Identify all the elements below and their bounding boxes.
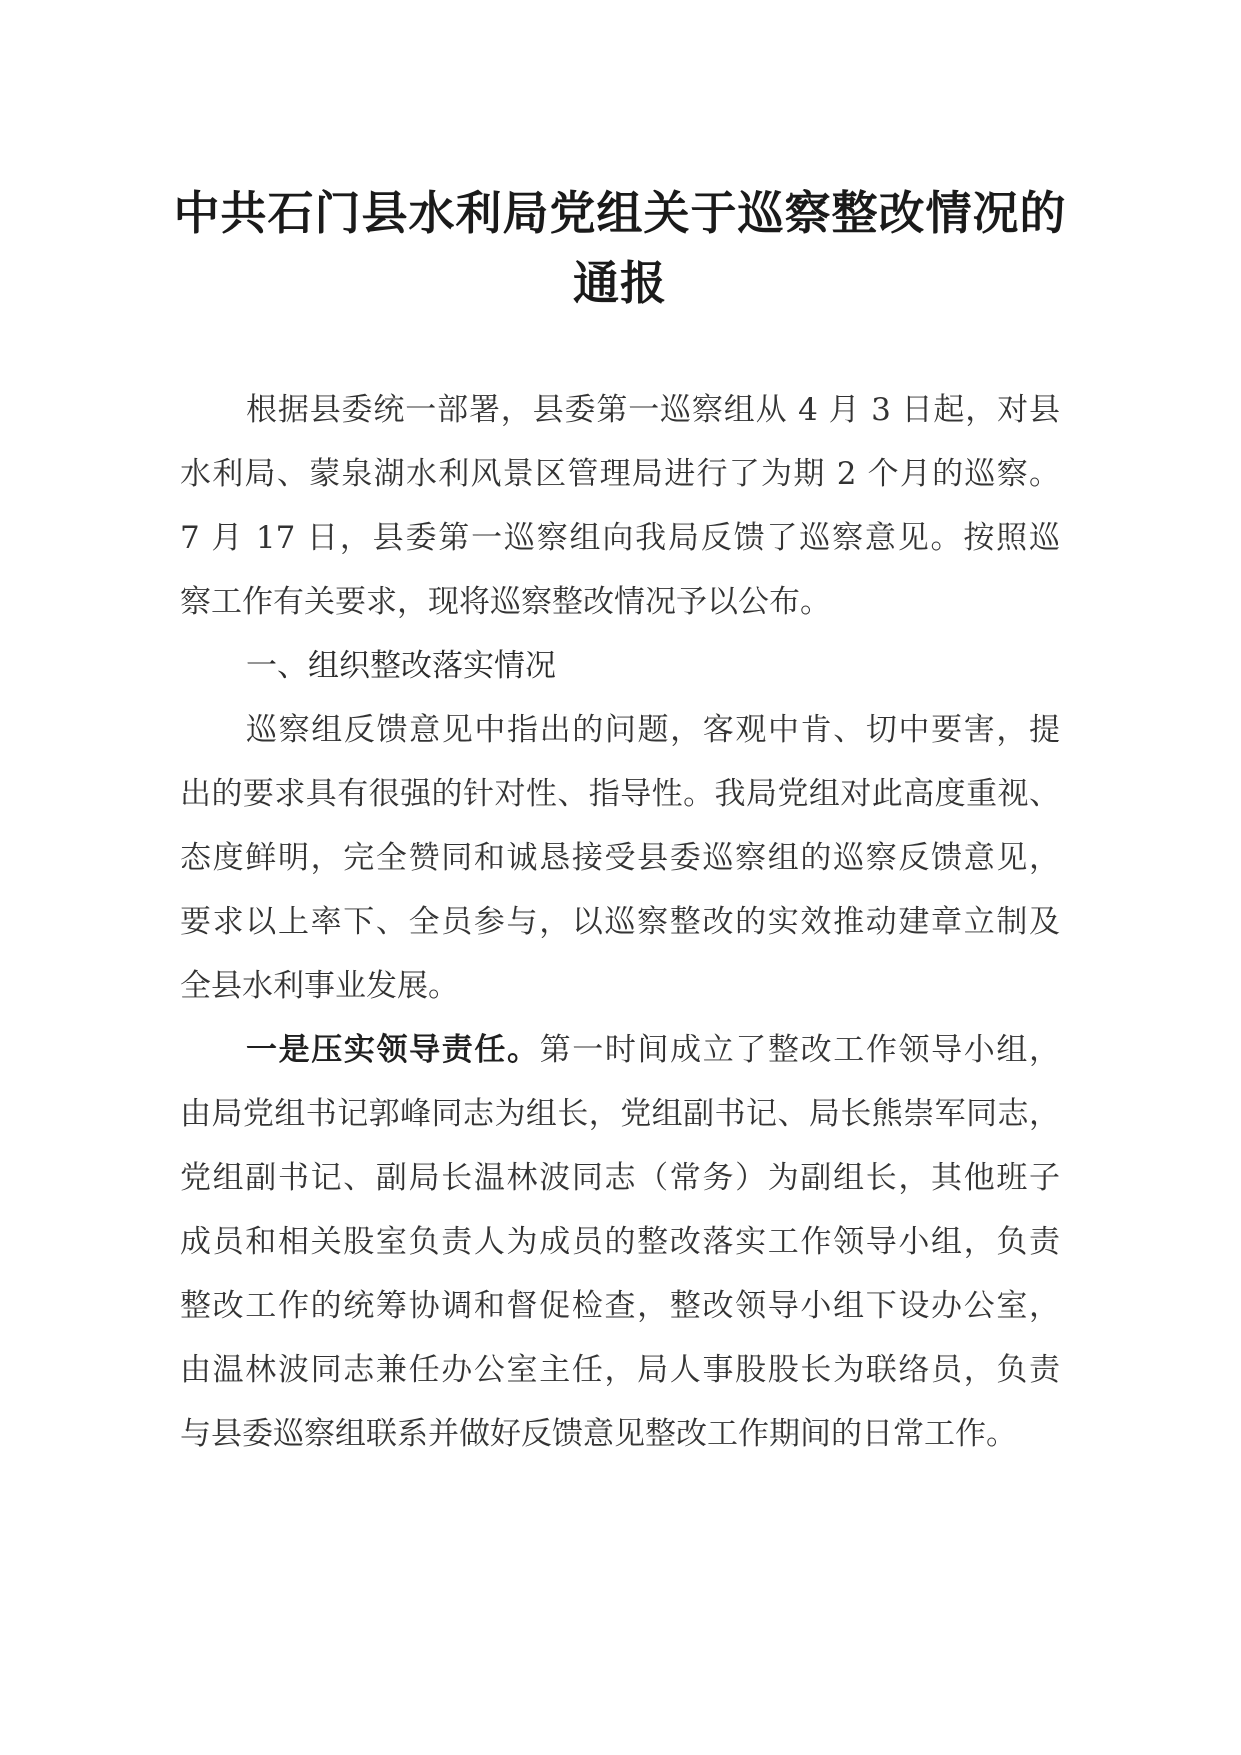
text-line: 成员和相关股室负责人为成员的整改落实工作领导小组，负责 [180,1224,1060,1260]
text-line: 由温林波同志兼任办公室主任，局人事股股长为联络员，负责 [180,1352,1060,1388]
text-line: 察工作有关要求，现将巡察整改情况予以公布。 [180,584,831,620]
title-line-1: 中共石门县水利局党组关于巡察整改情况的 [173,186,1067,240]
text-line: 出的要求具有很强的针对性、指导性。我局党组对此高度重视、 [180,776,1060,812]
text-line: 与县委巡察组联系并做好反馈意见整改工作期间的日常工作。 [180,1416,1017,1452]
text-run: 第一时间成立了整改工作领导小组， [539,1032,1060,1068]
text-line: 全县水利事业发展。 [180,968,459,1004]
document-title [160,178,1080,318]
text-line: 水利局、蒙泉湖水利风景区管理局进行了为期 2 个月的巡察。 [180,456,1060,492]
section-heading-1: 一、组织整改落实情况 [246,648,556,684]
title-line-2: 通报 [573,256,667,310]
paragraph-2 [180,698,1060,1018]
text-line: 要求以上率下、全员参与，以巡察整改的实效推动建章立制及 [180,904,1060,940]
text-line: 党组副书记、副局长温林波同志（常务）为副组长，其他班子 [180,1160,1060,1196]
text-line: 巡察组反馈意见中指出的问题，客观中肯、切中要害，提 [246,712,1060,748]
text-line: 整改工作的统筹协调和督促检查，整改领导小组下设办公室， [180,1288,1060,1324]
text-line [180,1018,1060,1082]
paragraph-3 [180,1018,1060,1466]
document-body [180,378,1060,1466]
text-line: 根据县委统一部署，县委第一巡察组从 4 月 3 日起，对县 [246,392,1060,428]
paragraph-lead-bold: 一是压实领导责任。 [246,1032,540,1068]
paragraph-1 [180,378,1060,634]
text-line: 态度鲜明，完全赞同和诚恳接受县委巡察组的巡察反馈意见， [180,840,1060,876]
text-line: 7 月 17 日，县委第一巡察组向我局反馈了巡察意见。按照巡 [180,520,1060,556]
text-line: 由局党组书记郭峰同志为组长，党组副书记、局长熊崇军同志， [180,1096,1060,1132]
